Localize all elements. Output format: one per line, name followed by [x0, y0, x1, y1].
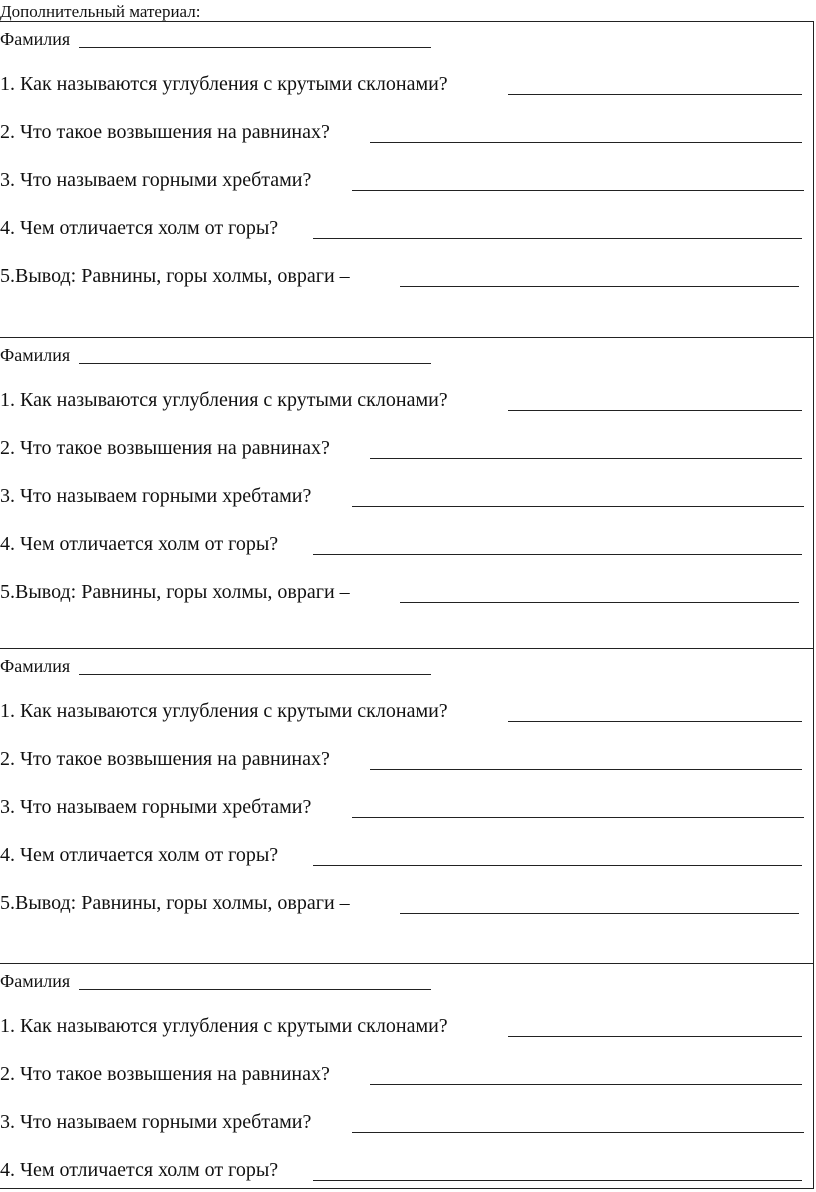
surname-answer-line[interactable]: [79, 363, 431, 364]
conclusion-answer-line[interactable]: [400, 913, 799, 914]
question-2-answer-line[interactable]: [370, 769, 802, 770]
question-1-answer-line[interactable]: [508, 1036, 802, 1037]
conclusion-prompt: 5.Вывод: Равнины, горы холмы, овраги –: [0, 581, 350, 603]
question-1-answer-line[interactable]: [508, 94, 802, 95]
worksheet-card: [0, 22, 813, 337]
question-2: 2. Что такое возвышения на равнинах?: [0, 748, 330, 770]
worksheet-card: [0, 648, 813, 963]
question-4-answer-line[interactable]: [313, 865, 802, 866]
question-3: 3. Что называем горными хребтами?: [0, 1111, 312, 1133]
question-1-answer-line[interactable]: [508, 410, 802, 411]
question-4-answer-line[interactable]: [313, 238, 802, 239]
question-2: 2. Что такое возвышения на равнинах?: [0, 437, 330, 459]
question-3-answer-line[interactable]: [352, 506, 804, 507]
question-1: 1. Как называются углубления с крутыми склонами?: [0, 73, 448, 95]
worksheet-table: [0, 21, 814, 1189]
surname-label: Фамилия: [0, 656, 71, 676]
worksheet-card: [0, 963, 813, 1189]
question-3-answer-line[interactable]: [352, 190, 804, 191]
surname-answer-line[interactable]: [79, 47, 431, 48]
surname-label: Фамилия: [0, 345, 71, 365]
question-2-answer-line[interactable]: [370, 458, 802, 459]
surname-label: Фамилия: [0, 29, 71, 49]
conclusion-prompt: 5.Вывод: Равнины, горы холмы, овраги –: [0, 265, 350, 287]
question-2: 2. Что такое возвышения на равнинах?: [0, 121, 330, 143]
question-3: 3. Что называем горными хребтами?: [0, 485, 312, 507]
question-4: 4. Чем отличается холм от горы?: [0, 533, 279, 555]
question-4-answer-line[interactable]: [313, 554, 802, 555]
question-1: 1. Как называются углубления с крутыми склонами?: [0, 1015, 448, 1037]
question-2-answer-line[interactable]: [370, 142, 802, 143]
question-4-answer-line[interactable]: [313, 1180, 802, 1181]
question-1: 1. Как называются углубления с крутыми склонами?: [0, 700, 448, 722]
question-2-answer-line[interactable]: [370, 1084, 802, 1085]
question-1-answer-line[interactable]: [508, 721, 802, 722]
question-3: 3. Что называем горными хребтами?: [0, 796, 312, 818]
worksheet-card: [0, 337, 813, 648]
question-3: 3. Что называем горными хребтами?: [0, 169, 312, 191]
question-4: 4. Чем отличается холм от горы?: [0, 217, 279, 239]
question-1: 1. Как называются углубления с крутыми склонами?: [0, 389, 448, 411]
conclusion-answer-line[interactable]: [400, 286, 799, 287]
conclusion-prompt: 5.Вывод: Равнины, горы холмы, овраги –: [0, 892, 350, 914]
surname-answer-line[interactable]: [79, 674, 431, 675]
surname-answer-line[interactable]: [79, 989, 431, 990]
question-3-answer-line[interactable]: [352, 1132, 804, 1133]
question-2: 2. Что такое возвышения на равнинах?: [0, 1063, 330, 1085]
conclusion-answer-line[interactable]: [400, 602, 799, 603]
surname-label: Фамилия: [0, 971, 71, 991]
question-4: 4. Чем отличается холм от горы?: [0, 1159, 279, 1181]
page-title: Дополнительный материал:: [0, 2, 201, 21]
question-4: 4. Чем отличается холм от горы?: [0, 844, 279, 866]
question-3-answer-line[interactable]: [352, 817, 804, 818]
